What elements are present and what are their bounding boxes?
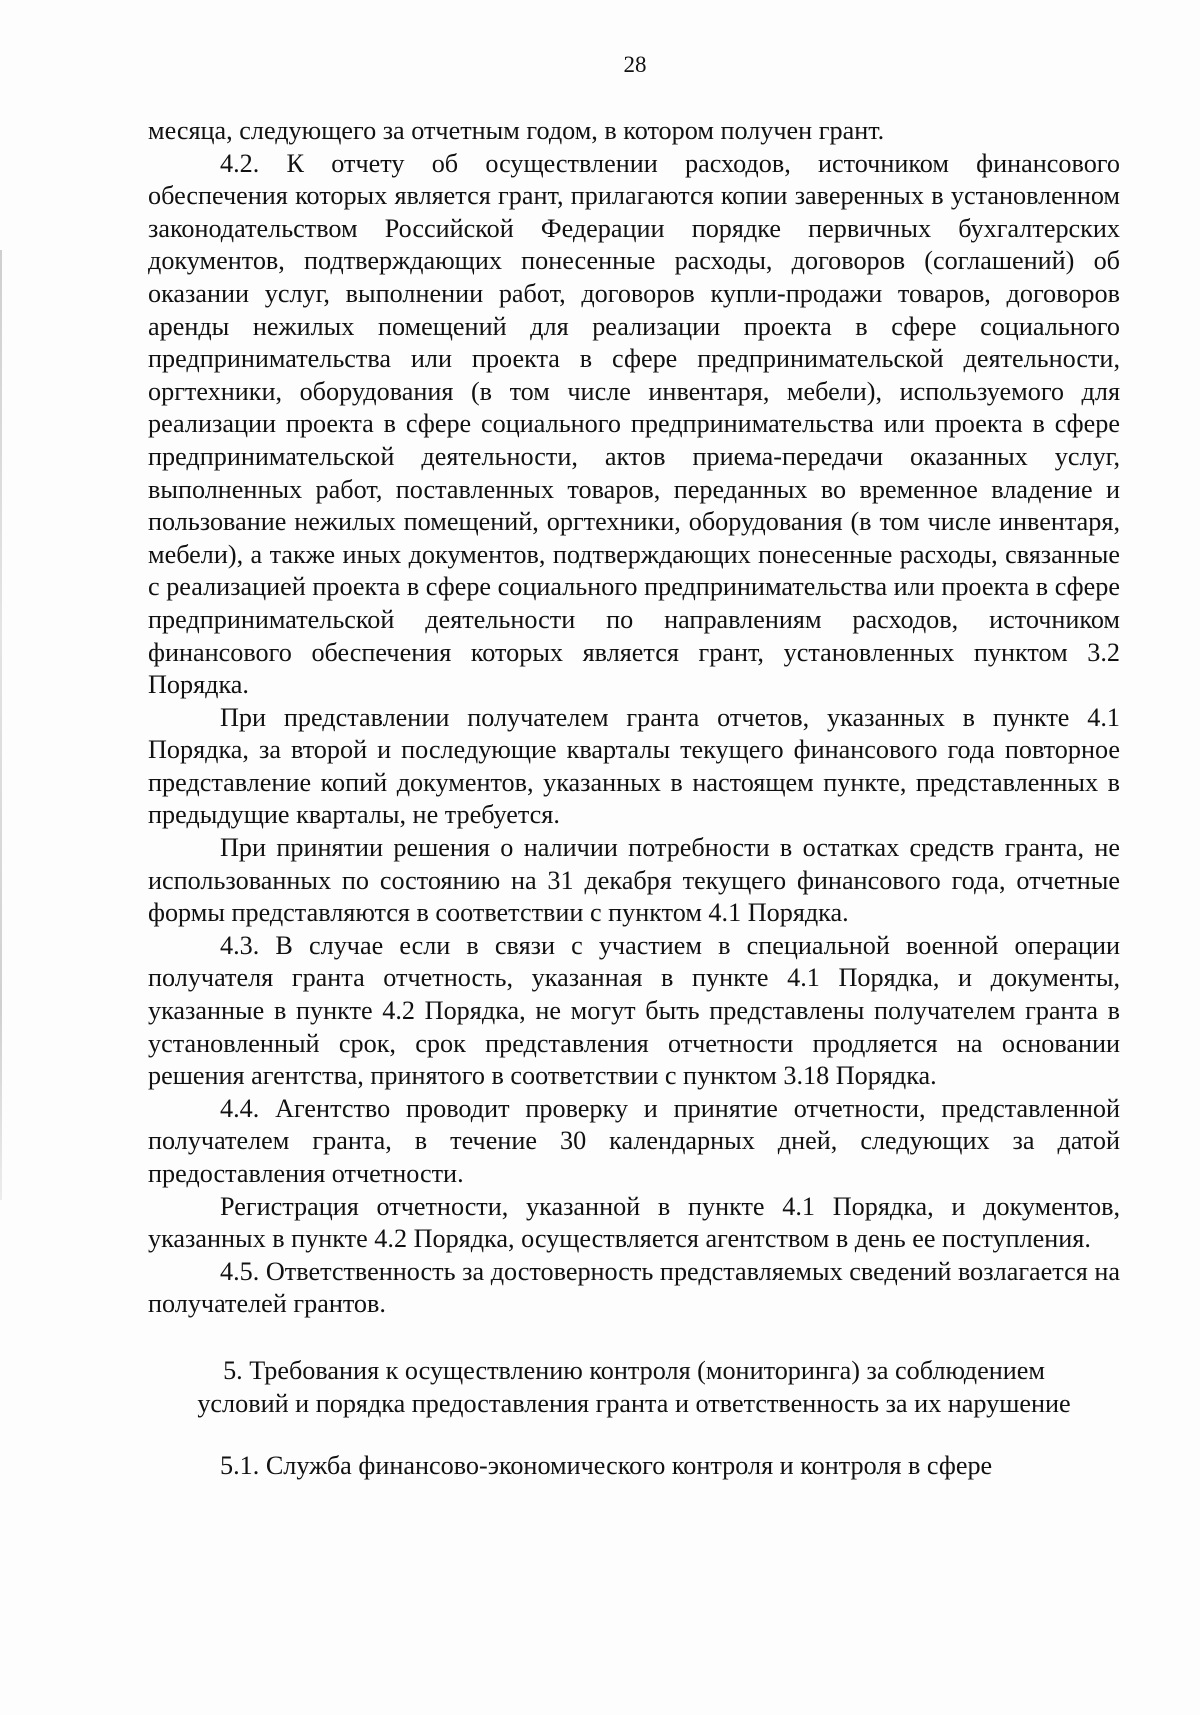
section-5-heading-line-1: 5. Требования к осуществлению контроля (мониторинга) за соблюдением [223,1355,1045,1385]
page-number: 28 [623,52,647,77]
paragraph-4-2: 4.2. К отчету об осуществлении расходов, источником финансового обеспечения которых является грант, прилагаются копии заверенных в установленном законодательством Российской Федерации порядке первичных бухгалтерских документов, подтверждающих понесенные расходы, договоров (соглашений) об оказании услуг, выполнении работ, договоров купли-продажи товаров, договоров аренды нежилых помещений для реализации проекта в сфере социального предпринимательства или проекта в сфере предпринимательской деятельности, оргтехники, оборудования (в том числе инвентаря, мебели), используемого для реализации проекта в сфере социального предпринимательства или проекта в сфере предпринимательской деятельности, актов приема-передачи оказанных услуг, выполненных работ, поставленных товаров, переданных во временное владение и пользование нежилых помещений, оргтехники, оборудования (в том числе инвентаря, мебели), а также иных документов, подтверждающих понесенные расходы, связанные с реализацией проекта в сфере социального предпринимательства или проекта в сфере предпринимательской деятельности по направлениям расходов, источником финансового обеспечения которых является грант, установленных пунктом 3.2 Порядка. [148,148,1120,700]
section-5-heading [148,1355,1120,1420]
document-body [148,115,1120,1483]
paragraph-remaining-funds: При принятии решения о наличии потребности в остатках средств гранта, не использованных по состоянию на 31 декабря текущего финансового года, отчетные формы представляются в соответствии с пунктом 4.1 Порядка. [148,833,1120,928]
paragraph-continuation: месяца, следующего за отчетным годом, в котором получен грант. [148,116,885,145]
paragraph-registration: Регистрация отчетности, указанной в пункте 4.1 Порядка, и документов, указанных в пункте 4.2 Порядка, осуществляется агентством в день ее поступления. [148,1191,1120,1254]
paragraph-5-1: 5.1. Служба финансово-экономического контроля и контроля в сфере [220,1451,993,1481]
paragraph-4-4: 4.4. Агентство проводит проверку и принятие отчетности, представленной получателем гранта, в течение 30 календарных дней, следующих за датой предоставления отчетности. [148,1093,1120,1188]
paragraph-4-3: 4.3. В случае если в связи с участием в специальной военной операции получателя гранта отчетность, указанная в пункте 4.1 Порядка, и документы, указанные в пункте 4.2 Порядка, не могут быть представлены получателем гранта в установленный срок, срок представления отчетности продляется на основании решения агентства, принятого в соответствии с пунктом 3.18 Порядка. [148,930,1120,1091]
paragraph-quarterly-reports: При представлении получателем гранта отчетов, указанных в пункте 4.1 Порядка, за второй и последующие кварталы текущего финансового года повторное представление копий документов, указанных в настоящем пункте, представленных в предыдущие кварталы, не требуется. [148,702,1120,830]
section-5-heading-line-2: условий и порядка предоставления гранта и ответственность за их нарушение [197,1388,1071,1418]
paragraph-4-5: 4.5. Ответственность за достоверность представляемых сведений возлагается на получателей грантов. [148,1256,1120,1319]
scan-edge-shadow [0,250,2,1200]
